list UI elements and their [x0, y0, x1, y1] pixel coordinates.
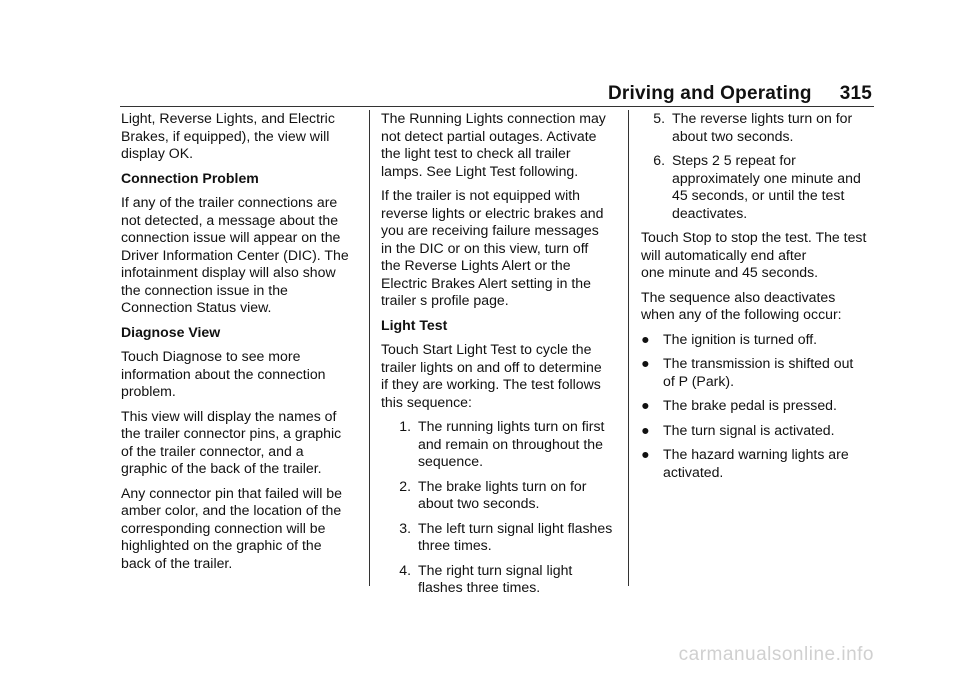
page-number: 315 [839, 83, 872, 104]
diagnose-paragraph-2: This view will display the names of the trailer connector pins, a graphic of the trailer connector, and a graphic of the back of the trailer. [121, 407, 342, 476]
bullet-icon: ● [641, 397, 650, 413]
page-header [608, 83, 872, 105]
column-2 [381, 110, 621, 604]
list-item [381, 478, 621, 513]
list-item [641, 331, 881, 349]
step-text: The reverse lights turn on for about two seconds. [672, 110, 853, 144]
list-item [381, 520, 621, 555]
light-test-steps-continued [641, 110, 881, 222]
deactivation-conditions-list [641, 331, 881, 482]
diagnose-paragraph-3: Any connector pin that failed will be amber color, and the location of the corresponding connection will be highlighted on the graphic of the back of the trailer. [121, 484, 342, 571]
list-item [641, 110, 881, 145]
list-item [641, 355, 881, 390]
bullet-icon: ● [641, 355, 650, 371]
bullet-text: The brake pedal is pressed. [663, 397, 837, 413]
list-item [641, 397, 881, 415]
step-text: The brake lights turn on for about two seconds. [418, 477, 587, 511]
connection-problem-paragraph: If any of the trailer connections are not detected, a message about the connection issue will appear on the Driver Information Center (DIC). The infotainment display will also show the connection issue in the Connection Status view. [121, 194, 349, 315]
list-item [381, 562, 621, 597]
light-test-paragraph: Touch Start Light Test to cycle the trailer lights on and off to determine if they are working. The test follows this sequence: [381, 341, 602, 410]
step-number: 4. [399, 561, 411, 578]
bullet-icon: ● [641, 446, 650, 462]
bullet-text: The turn signal is activated. [663, 421, 835, 438]
bullet-icon: ● [641, 330, 650, 347]
section-title: Driving and Operating [607, 83, 812, 104]
intro-paragraph: Light, Reverse Lights, and Electric Brakes, if equipped), the view will display OK. [121, 110, 335, 161]
header-rule [120, 106, 874, 107]
reverse-lights-paragraph: If the trailer is not equipped with reverse lights or electric brakes and you are receiving failure messages in the DIC or on this view, turn off the Reverse Lights Alert or the Electric Brakes Alert setting in the trailer s profile page. [381, 187, 604, 308]
running-lights-paragraph: The Running Lights connection may not detect partial outages. Activate the light test to check all trailer lamps. See Light Test following. [381, 110, 606, 179]
stop-test-paragraph: Touch Stop to stop the test. The test will automatically end after one minute and 45 seconds. [641, 229, 867, 280]
step-number: 5. [653, 110, 665, 126]
list-item [641, 152, 881, 222]
step-number: 2. [399, 477, 411, 494]
step-text: Steps 2 5 repeat for approximately one minute and 45 seconds, or until the test deactivates. [672, 152, 861, 221]
watermark-text: carmanualsonline.info [678, 644, 874, 665]
light-test-heading: Light Test [381, 316, 448, 333]
bullet-text: The hazard warning lights are activated. [663, 446, 849, 480]
step-text: The right turn signal light flashes three times. [418, 561, 573, 595]
step-number: 3. [399, 519, 411, 536]
list-item [641, 422, 881, 440]
step-number: 1. [399, 418, 411, 434]
connection-problem-heading: Connection Problem [121, 169, 259, 186]
step-text: The running lights turn on first and remain on throughout the sequence. [418, 418, 605, 469]
column-3 [641, 110, 881, 488]
bullet-text: The transmission is shifted out of P (Park). [663, 355, 854, 389]
diagnose-view-heading: Diagnose View [121, 323, 221, 340]
list-item [641, 446, 881, 481]
bullet-icon: ● [641, 421, 650, 438]
step-number: 6. [653, 152, 665, 168]
column-1 [121, 110, 361, 579]
light-test-steps [381, 418, 621, 597]
column-divider-2 [628, 110, 629, 586]
list-item [381, 418, 621, 471]
column-divider-1 [369, 110, 370, 586]
step-text: The left turn signal light flashes three times. [418, 519, 613, 553]
bullet-text: The ignition is turned off. [663, 330, 818, 347]
sequence-deactivates-paragraph: The sequence also deactivates when any of the following occur: [641, 288, 842, 322]
diagnose-paragraph-1: Touch Diagnose to see more information about the connection problem. [121, 348, 326, 399]
